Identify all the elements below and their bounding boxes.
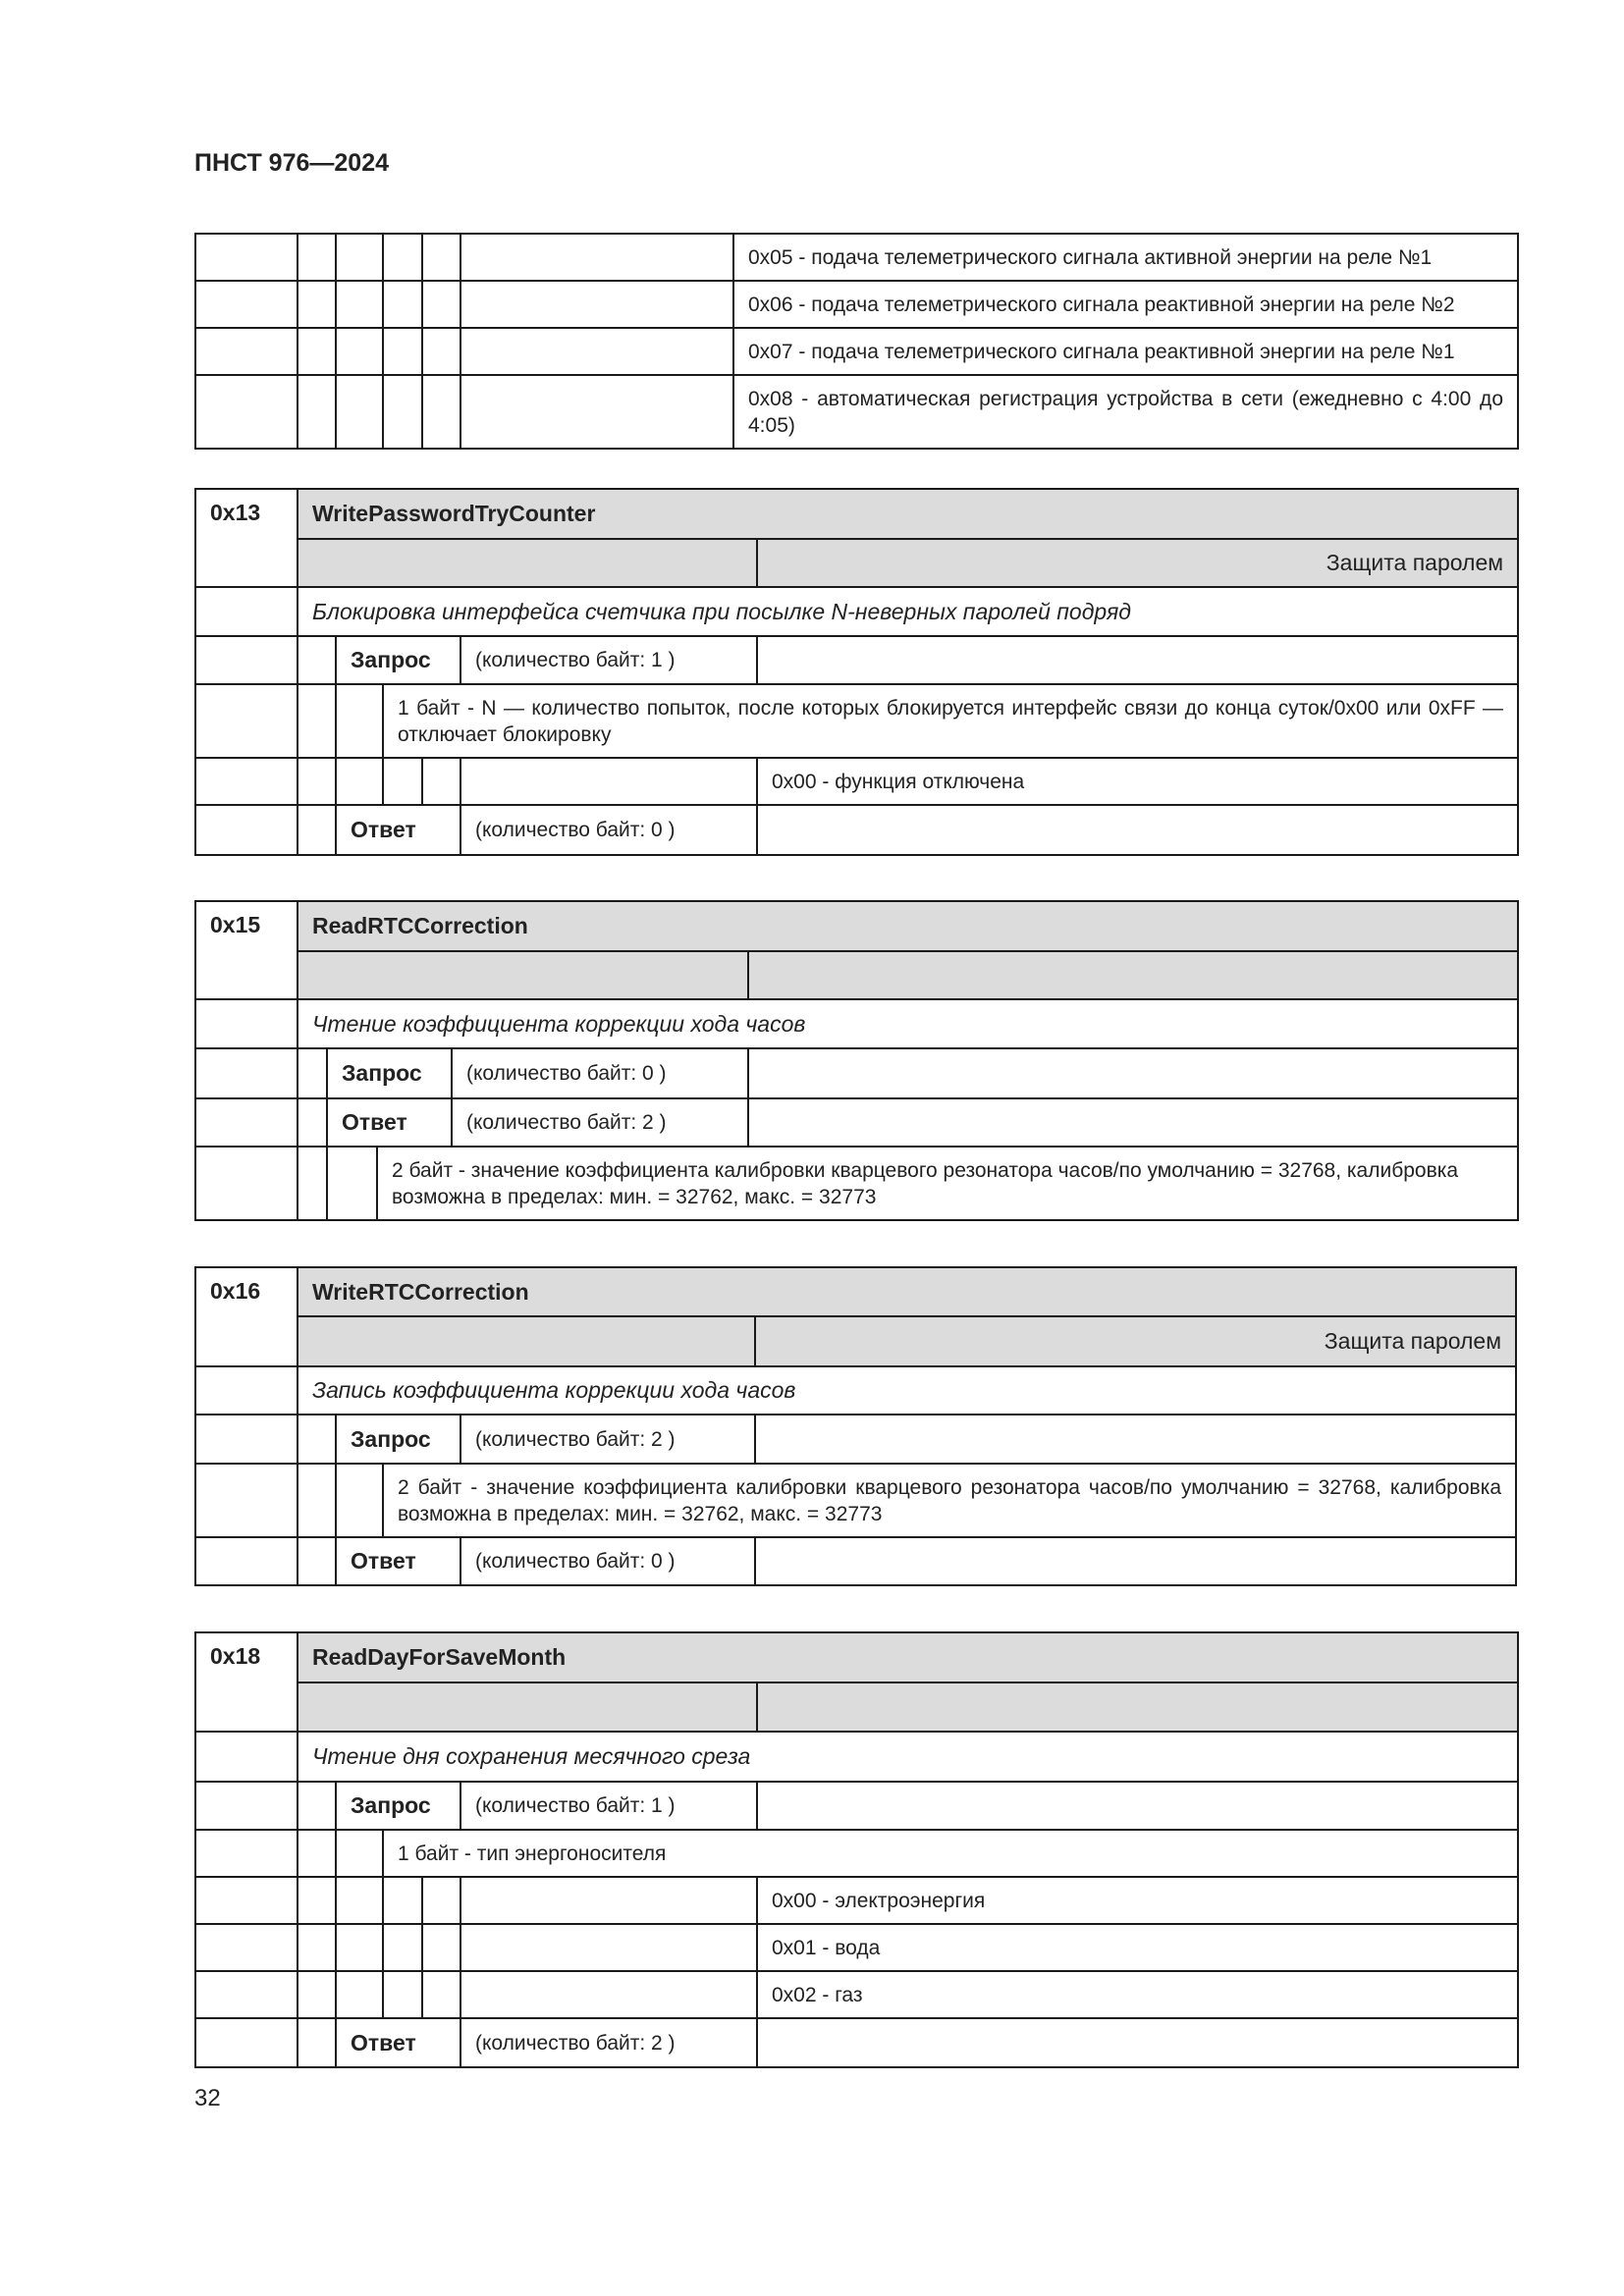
empty-cell [748,1098,1518,1147]
empty-cell [195,234,298,281]
empty-cell [298,1147,327,1220]
empty-cell [336,328,383,375]
empty-cell [460,1924,757,1971]
command-table-0x13 [194,488,1519,856]
command-description: Чтение коэффициента коррекции хода часов [298,999,1518,1048]
empty-cell [195,999,298,1048]
table-row [195,1267,1516,1316]
response-bytes: (количество байт: 2 ) [452,1098,748,1147]
empty-cell [195,1098,298,1147]
empty-cell [422,281,460,328]
empty-cell [298,1415,336,1464]
empty-cell [460,1971,757,2018]
empty-cell [195,1971,298,2018]
empty-cell [195,1877,298,1924]
empty-cell [195,1537,298,1585]
document-id: ПНСТ 976—2024 [194,149,389,177]
empty-cell [757,1782,1518,1830]
gray-cell [757,1682,1518,1732]
empty-cell [195,1464,298,1537]
empty-cell [195,636,298,684]
empty-cell [195,1147,298,1220]
table-row [195,1464,1516,1537]
command-table-0x15 [194,900,1519,1221]
request-label: Запрос [336,1415,460,1464]
page-number: 32 [194,2085,221,2111]
table-row [195,951,1518,999]
empty-cell [298,2018,336,2067]
response-label: Ответ [336,1537,460,1585]
table-row [195,1147,1518,1220]
table-row [195,1366,1516,1415]
empty-cell [422,375,460,449]
table-row [195,539,1518,587]
empty-cell [298,636,336,684]
empty-cell [298,1924,336,1971]
request-detail: 1 байт - тип энергоносителя [383,1830,1518,1877]
empty-cell [460,281,733,328]
command-code: 0x15 [195,901,298,999]
command-name: WriteRTCCorrection [298,1267,1516,1316]
gray-cell [298,951,748,999]
empty-cell [195,1924,298,1971]
table-row [195,375,1518,449]
empty-cell [755,1415,1516,1464]
value-cell: 0x01 - вода [757,1924,1518,1971]
table-row [195,1098,1518,1147]
empty-cell [298,758,336,805]
empty-cell [460,758,757,805]
gray-cell [298,539,757,587]
response-label: Ответ [336,2018,460,2067]
value-cell: 0x00 - функция отключена [757,758,1518,805]
empty-cell [195,1048,298,1098]
table-row [195,2018,1518,2067]
empty-cell [383,281,422,328]
empty-cell [422,1924,460,1971]
empty-cell [757,805,1518,855]
table-row [195,1632,1518,1682]
empty-cell [195,684,298,758]
empty-cell [298,281,336,328]
response-label: Ответ [327,1098,452,1147]
command-description: Запись коэффициента коррекции хода часов [298,1366,1516,1415]
command-table-0x16 [194,1266,1517,1586]
empty-cell [298,1048,327,1098]
empty-cell [195,758,298,805]
empty-cell [298,1877,336,1924]
table-row [195,1537,1516,1585]
request-bytes: (количество байт: 2 ) [460,1415,755,1464]
table-row [195,587,1518,636]
empty-cell [336,234,383,281]
empty-cell [460,234,733,281]
command-table-0x18 [194,1631,1519,2068]
response-detail: 2 байт - значение коэффициента калибровки кварцевого резонатора часов/по умолчанию = 32768, калибровка возможна в пределах: мин. = 32762, макс. = 32773 [377,1147,1518,1220]
command-description: Чтение дня сохранения месячного среза [298,1732,1518,1782]
empty-cell [422,328,460,375]
command-name: WritePasswordTryCounter [298,489,1518,539]
request-bytes: (количество байт: 1 ) [460,1782,757,1830]
request-detail: 1 байт - N — количество попыток, после которых блокируется интерфейс связи до конца суток/0x00 или 0xFF — отключает блокировку [383,684,1518,758]
empty-cell [195,375,298,449]
request-bytes: (количество байт: 1 ) [460,636,757,684]
value-cell: 0x02 - газ [757,1971,1518,2018]
access-cell: Защита паролем [755,1316,1516,1366]
access-cell: Защита паролем [757,539,1518,587]
empty-cell [298,1464,336,1537]
empty-cell [195,587,298,636]
empty-cell [195,281,298,328]
empty-cell [460,1877,757,1924]
empty-cell [336,281,383,328]
empty-cell [336,1830,383,1877]
table-row [195,1316,1516,1366]
table-row [195,1877,1518,1924]
table-row [195,1682,1518,1732]
empty-cell [336,1464,383,1537]
empty-cell [748,1048,1518,1098]
empty-cell [460,375,733,449]
empty-cell [298,1098,327,1147]
empty-cell [383,375,422,449]
table-row [195,901,1518,951]
empty-cell [336,684,383,758]
empty-cell [383,1877,422,1924]
request-label: Запрос [327,1048,452,1098]
empty-cell [195,2018,298,2067]
request-detail: 2 байт - значение коэффициента калибровки кварцевого резонатора часов/по умолчанию = 32768, калибровка возможна в пределах: мин. = 32762, макс. = 32773 [383,1464,1516,1537]
empty-cell [298,1782,336,1830]
empty-cell [298,328,336,375]
empty-cell [383,1924,422,1971]
empty-cell [298,805,336,855]
value-cell: 0x05 - подача телеметрического сигнала активной энергии на реле №1 [733,234,1518,281]
request-label: Запрос [336,636,460,684]
table-row [195,328,1518,375]
empty-cell [422,758,460,805]
value-cell: 0x00 - электроэнергия [757,1877,1518,1924]
response-bytes: (количество байт: 2 ) [460,2018,757,2067]
command-code: 0x16 [195,1267,298,1366]
value-cell: 0x06 - подача телеметрического сигнала реактивной энергии на реле №2 [733,281,1518,328]
gray-cell [298,1316,755,1366]
empty-cell [383,758,422,805]
empty-cell [383,234,422,281]
response-bytes: (количество байт: 0 ) [460,805,757,855]
table-row [195,234,1518,281]
empty-cell [298,234,336,281]
command-name: ReadDayForSaveMonth [298,1632,1518,1682]
empty-cell [298,684,336,758]
empty-cell [195,1366,298,1415]
table-row [195,1782,1518,1830]
empty-cell [422,234,460,281]
empty-cell [195,328,298,375]
empty-cell [336,1971,383,2018]
empty-cell [757,636,1518,684]
table-row [195,1732,1518,1782]
empty-cell [298,1830,336,1877]
empty-cell [298,375,336,449]
table-row [195,281,1518,328]
empty-cell [336,758,383,805]
value-cell: 0x07 - подача телеметрического сигнала реактивной энергии на реле №1 [733,328,1518,375]
gray-cell [298,1682,757,1732]
continued-table [194,233,1519,450]
empty-cell [383,328,422,375]
table-row [195,1048,1518,1098]
command-name: ReadRTCCorrection [298,901,1518,951]
command-code: 0x18 [195,1632,298,1732]
empty-cell [336,1924,383,1971]
table-row [195,1830,1518,1877]
empty-cell [422,1971,460,2018]
request-bytes: (количество байт: 0 ) [452,1048,748,1098]
response-label: Ответ [336,805,460,855]
empty-cell [460,328,733,375]
empty-cell [383,1971,422,2018]
table-row [195,1415,1516,1464]
command-description: Блокировка интерфейса счетчика при посылке N-неверных паролей подряд [298,587,1518,636]
empty-cell [327,1147,377,1220]
table-row [195,636,1518,684]
table-row [195,1924,1518,1971]
empty-cell [195,1415,298,1464]
table-row [195,805,1518,855]
table-row [195,489,1518,539]
response-bytes: (количество байт: 0 ) [460,1537,755,1585]
empty-cell [298,1537,336,1585]
empty-cell [298,1971,336,2018]
empty-cell [757,2018,1518,2067]
table-row [195,1971,1518,2018]
empty-cell [195,1830,298,1877]
table-row [195,999,1518,1048]
request-label: Запрос [336,1782,460,1830]
empty-cell [195,1732,298,1782]
table-row [195,684,1518,758]
empty-cell [195,1782,298,1830]
empty-cell [755,1537,1516,1585]
value-cell: 0x08 - автоматическая регистрация устройства в сети (ежедневно с 4:00 до 4:05) [733,375,1518,449]
empty-cell [195,805,298,855]
empty-cell [422,1877,460,1924]
gray-cell [748,951,1518,999]
table-row [195,758,1518,805]
command-code: 0x13 [195,489,298,587]
empty-cell [336,1877,383,1924]
empty-cell [336,375,383,449]
